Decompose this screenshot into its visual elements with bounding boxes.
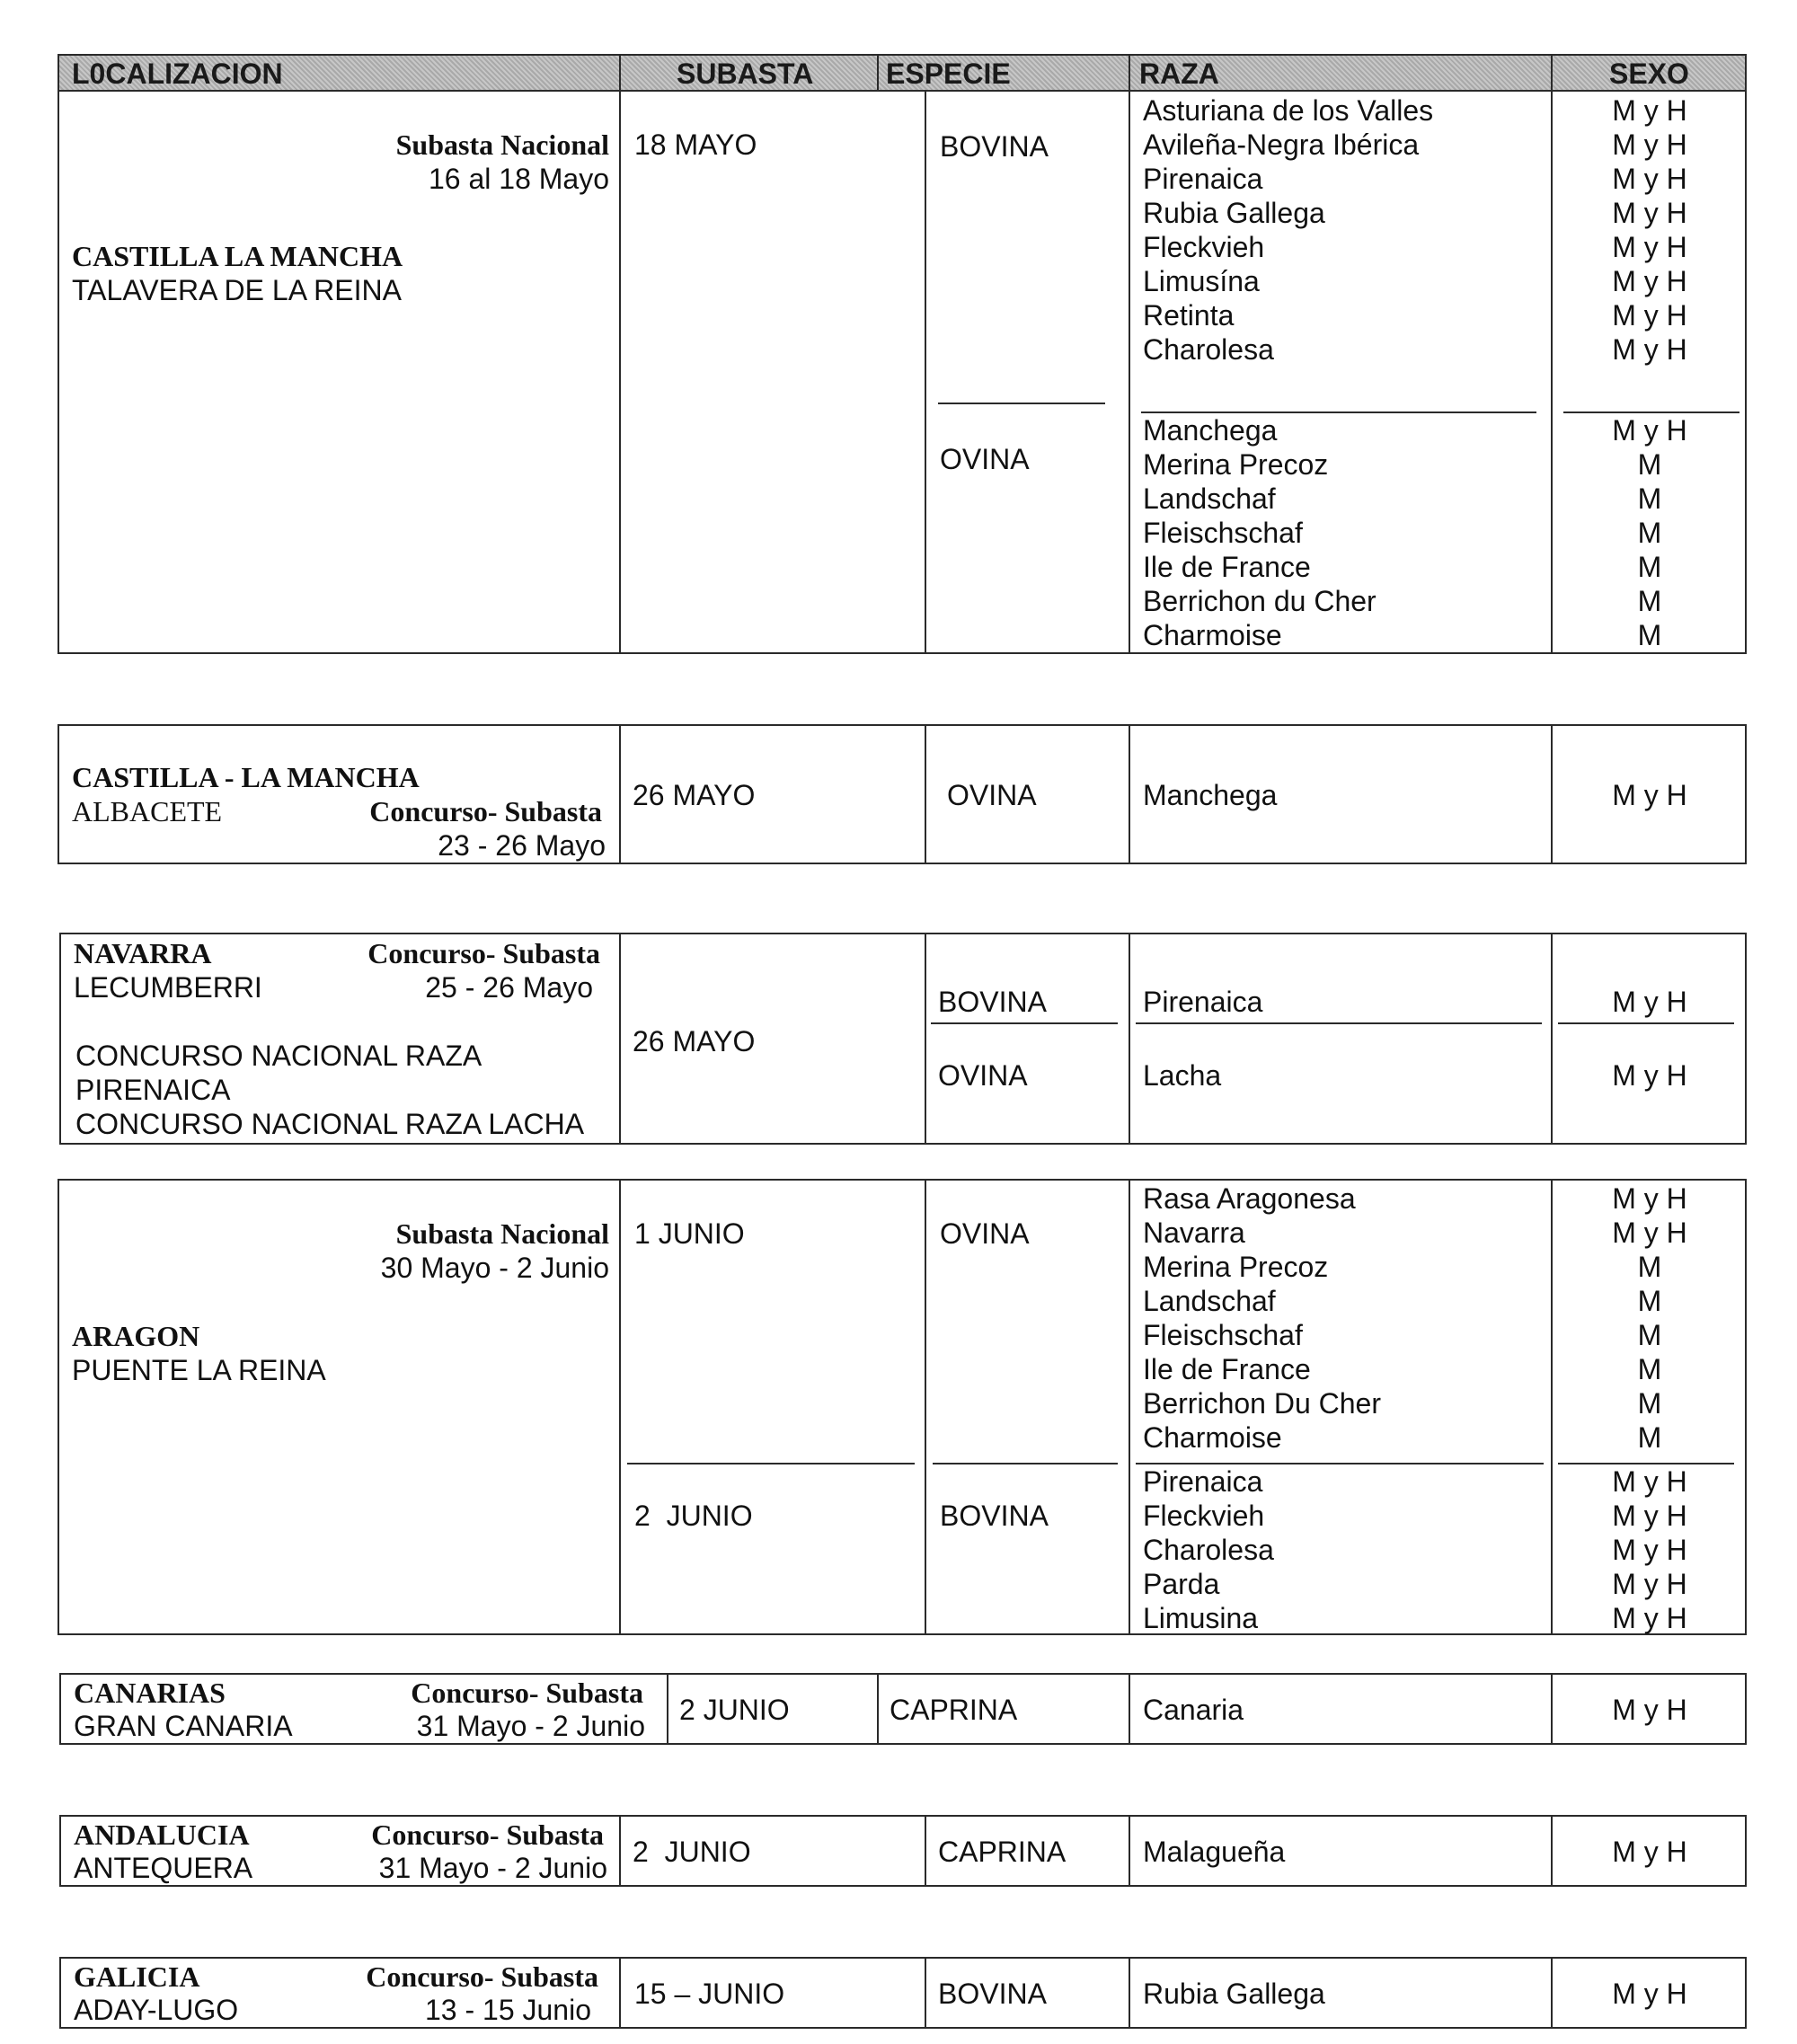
subasta-date: 26 MAYO — [633, 779, 756, 811]
raza-list — [1143, 1464, 1274, 1635]
event-type-label: Concurso- Subasta — [367, 937, 600, 969]
event-region: ANDALUCIA — [74, 1818, 250, 1851]
event-note: CONCURSO NACIONAL RAZA LACHA — [75, 1108, 585, 1140]
raza-item: Retinta — [1143, 299, 1235, 332]
event-block-albacete — [58, 724, 1747, 864]
especie-label: BOVINA — [938, 986, 1047, 1018]
sexo-item: M y H — [1612, 333, 1687, 366]
event-dates: 30 Mayo - 2 Junio — [380, 1252, 609, 1284]
raza-item: Pirenaica — [1143, 1465, 1263, 1498]
event-city: PUENTE LA REINA — [72, 1354, 326, 1386]
raza-item: Charolesa — [1143, 333, 1274, 366]
sexo-item: M — [1637, 448, 1662, 481]
sexo-item: M y H — [1612, 1694, 1687, 1726]
raza-item: Parda — [1143, 1568, 1220, 1600]
sexo-item: M y H — [1612, 1217, 1687, 1249]
raza-list — [1143, 1181, 1381, 1455]
subasta-date: 2 JUNIO — [679, 1694, 790, 1726]
event-type-label: Concurso- Subasta — [411, 1677, 643, 1709]
header-subasta: SUBASTA — [677, 58, 814, 90]
raza-item: Fleischschaf — [1143, 517, 1303, 549]
event-block-gran-canaria — [59, 1673, 1747, 1745]
raza-item: Ile de France — [1143, 1353, 1311, 1385]
sexo-item: M — [1637, 1421, 1662, 1454]
event-region: ARAGON — [72, 1320, 200, 1352]
raza-list — [1143, 93, 1433, 367]
sexo-item: M — [1637, 585, 1662, 617]
sexo-list — [1553, 1181, 1747, 1455]
especie-label: OVINA — [947, 779, 1037, 811]
sexo-item: M y H — [1612, 265, 1687, 297]
event-block-aday-lugo — [59, 1957, 1747, 2029]
sexo-item: M y H — [1612, 779, 1687, 811]
raza-item: Limusína — [1143, 265, 1260, 297]
especie-label: CAPRINA — [890, 1694, 1018, 1726]
raza-item: Landschaf — [1143, 482, 1276, 515]
raza-item: Avileña-Negra Ibérica — [1143, 128, 1420, 161]
especie-label: BOVINA — [940, 130, 1049, 163]
raza-item: Manchega — [1143, 779, 1278, 811]
sexo-item: M y H — [1612, 1836, 1687, 1868]
event-block-lecumberri — [59, 933, 1747, 1145]
sexo-item: M — [1637, 1387, 1662, 1420]
event-region: CASTILLA - LA MANCHA — [72, 761, 420, 793]
raza-item: Fleckvieh — [1143, 1500, 1265, 1532]
sexo-item: M y H — [1612, 163, 1687, 195]
especie-label: OVINA — [938, 1059, 1028, 1092]
subasta-date: 1 JUNIO — [634, 1217, 745, 1250]
sexo-item: M y H — [1612, 1534, 1687, 1566]
event-type-label: Subasta Nacional — [395, 128, 609, 161]
event-city: TALAVERA DE LA REINA — [72, 274, 402, 306]
raza-item: Asturiana de los Valles — [1143, 94, 1434, 127]
event-type-label: Concurso- Subasta — [371, 1818, 604, 1851]
raza-item: Manchega — [1143, 414, 1278, 447]
event-dates: 23 - 26 Mayo — [438, 829, 606, 862]
raza-item: Merina Precoz — [1143, 1251, 1329, 1283]
sexo-item: M — [1637, 1285, 1662, 1317]
event-note: PIRENAICA — [75, 1074, 231, 1106]
event-dates: 31 Mayo - 2 Junio — [378, 1852, 607, 1884]
sexo-item: M y H — [1612, 231, 1687, 263]
sexo-item: M y H — [1612, 299, 1687, 332]
event-region: CASTILLA LA MANCHA — [72, 240, 403, 272]
raza-item: Rubia Gallega — [1143, 197, 1325, 229]
subasta-date: 26 MAYO — [633, 1025, 756, 1057]
sexo-item: M — [1637, 1319, 1662, 1351]
raza-item: Canaria — [1143, 1694, 1244, 1726]
raza-item: Rubia Gallega — [1143, 1978, 1325, 2010]
subasta-date: 2 JUNIO — [634, 1500, 753, 1532]
sexo-item: M — [1637, 1353, 1662, 1385]
sexo-item: M y H — [1612, 1602, 1687, 1634]
event-dates: 25 - 26 Mayo — [425, 971, 593, 1004]
event-type-label: Concurso- Subasta — [366, 1960, 598, 1993]
raza-item: Charolesa — [1143, 1534, 1274, 1566]
sexo-item: M y H — [1612, 1059, 1687, 1092]
event-block-antequera — [59, 1815, 1747, 1887]
subasta-date: 15 – JUNIO — [634, 1978, 785, 2010]
sexo-item: M y H — [1612, 1978, 1687, 2010]
especie-label: OVINA — [940, 443, 1030, 475]
raza-item: Charmoise — [1143, 1421, 1282, 1454]
event-dates: 16 al 18 Mayo — [428, 163, 609, 195]
event-region: CANARIAS — [74, 1677, 226, 1709]
event-dates: 31 Mayo - 2 Junio — [416, 1710, 645, 1742]
sexo-item: M — [1637, 1251, 1662, 1283]
raza-item: Fleischschaf — [1143, 1319, 1303, 1351]
raza-item: Berrichon du Cher — [1143, 585, 1377, 617]
raza-item: Pirenaica — [1143, 986, 1263, 1018]
sexo-list — [1553, 1464, 1747, 1635]
sexo-item: M — [1637, 551, 1662, 583]
event-dates: 13 - 15 Junio — [424, 1994, 591, 2026]
sexo-item: M y H — [1612, 128, 1687, 161]
event-type-label: Concurso- Subasta — [369, 795, 602, 827]
event-block-talavera — [58, 90, 1747, 654]
sexo-list — [1553, 93, 1747, 367]
raza-item: Charmoise — [1143, 619, 1282, 651]
header-especie: ESPECIE — [886, 58, 1011, 90]
raza-item: Lacha — [1143, 1059, 1222, 1092]
raza-list — [1143, 413, 1377, 652]
especie-label: BOVINA — [938, 1978, 1047, 2010]
event-city: LECUMBERRI — [74, 971, 262, 1004]
sexo-item: M y H — [1612, 986, 1687, 1018]
event-type-label: Subasta Nacional — [395, 1217, 609, 1250]
sexo-item: M y H — [1612, 197, 1687, 229]
sexo-item: M y H — [1612, 94, 1687, 127]
raza-item: Merina Precoz — [1143, 448, 1329, 481]
header-sexo: SEXO — [1609, 58, 1689, 90]
raza-item: Rasa Aragonesa — [1143, 1182, 1356, 1215]
event-note: CONCURSO NACIONAL RAZA — [75, 1040, 482, 1072]
sexo-item: M — [1637, 619, 1662, 651]
raza-item: Ile de France — [1143, 551, 1311, 583]
event-city: ANTEQUERA — [74, 1852, 253, 1884]
header-raza: RAZA — [1139, 58, 1219, 90]
subasta-date: 18 MAYO — [634, 128, 757, 161]
event-region: GALICIA — [74, 1960, 200, 1993]
sexo-item: M y H — [1612, 1500, 1687, 1532]
header-localizacion: L0CALIZACION — [72, 58, 283, 90]
especie-label: OVINA — [940, 1217, 1030, 1250]
event-city: GRAN CANARIA — [74, 1710, 293, 1742]
event-block-puente-la-reina — [58, 1179, 1747, 1635]
sexo-item: M y H — [1612, 414, 1687, 447]
sexo-item: M y H — [1612, 1568, 1687, 1600]
raza-item: Navarra — [1143, 1217, 1245, 1249]
raza-item: Fleckvieh — [1143, 231, 1265, 263]
event-city: ALBACETE — [72, 795, 223, 827]
especie-label: CAPRINA — [938, 1836, 1067, 1868]
sexo-item: M y H — [1612, 1465, 1687, 1498]
event-region: NAVARRA — [74, 937, 212, 969]
sexo-item: M — [1637, 482, 1662, 515]
raza-item: Pirenaica — [1143, 163, 1263, 195]
raza-item: Landschaf — [1143, 1285, 1276, 1317]
raza-item: Berrichon Du Cher — [1143, 1387, 1381, 1420]
especie-label: BOVINA — [940, 1500, 1049, 1532]
table-header — [58, 54, 1747, 92]
subasta-date: 2 JUNIO — [633, 1836, 751, 1868]
sexo-item: M y H — [1612, 1182, 1687, 1215]
event-city: ADAY-LUGO — [74, 1994, 239, 2026]
sexo-list — [1553, 413, 1747, 652]
raza-item: Limusina — [1143, 1602, 1259, 1634]
sexo-item: M — [1637, 517, 1662, 549]
raza-item: Malagueña — [1143, 1836, 1286, 1868]
